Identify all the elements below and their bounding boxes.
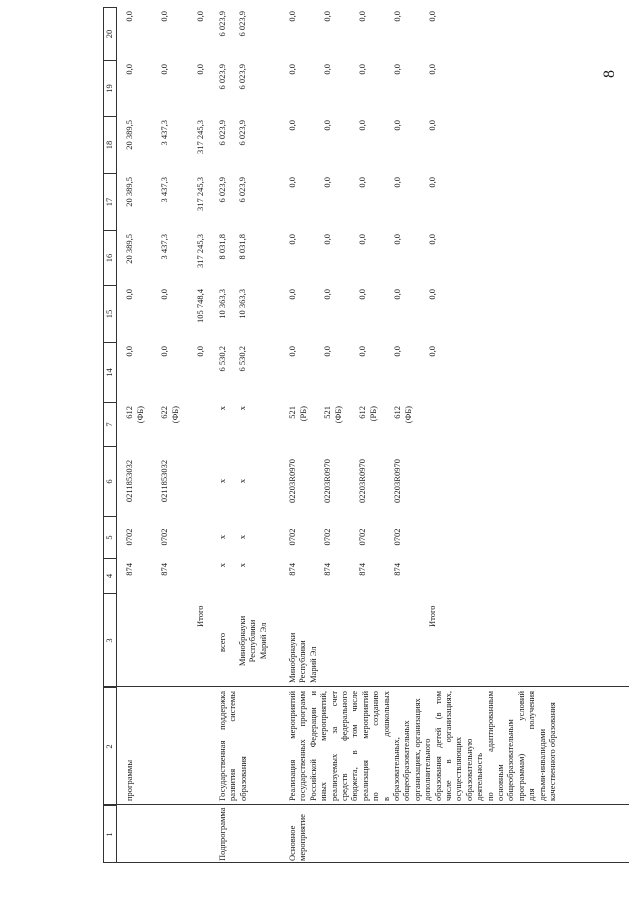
- cell-c16: 0,0: [427, 234, 437, 245]
- cell-c17: 0,0: [322, 177, 332, 188]
- cell-c7-source: (РБ): [298, 406, 308, 422]
- ministry-label: Республики: [297, 640, 308, 683]
- cell-c5: х: [237, 534, 247, 540]
- main-activity-line: программам) условий: [515, 691, 526, 801]
- cell-c7: 612: [357, 406, 367, 419]
- header-col-7: 7: [103, 402, 116, 446]
- main-activity-line: качественного образования: [547, 702, 557, 801]
- main-activity-line: средств федерального: [339, 691, 349, 801]
- cell-c7: 612: [392, 406, 402, 419]
- cell-c20: 0,0: [287, 11, 297, 22]
- cell-c4: 874: [287, 563, 297, 576]
- itogo-label: Итого: [195, 605, 205, 627]
- cell-c16: 3 437,3: [159, 234, 169, 260]
- cell-c17: 0,0: [427, 177, 437, 188]
- cell-c7-source: (ФБ): [333, 406, 343, 424]
- page-number: 8: [601, 70, 618, 78]
- main-activity-line: реализация мероприятий: [359, 691, 370, 801]
- main-activity-line: общеобразовательных: [401, 720, 412, 801]
- cell-c20: 0,0: [392, 11, 402, 22]
- cell-c19: 0,0: [124, 64, 134, 75]
- cell-c17: 317 245,3: [195, 177, 205, 211]
- cell-c6: 02203R0970: [392, 459, 402, 503]
- main-activity-line: числе в организациях,: [443, 691, 453, 801]
- cell-c5: 0702: [322, 528, 332, 546]
- cell-c16: 0,0: [357, 234, 367, 245]
- cell-c5: 0702: [357, 528, 367, 546]
- cell-c7: 622: [159, 406, 169, 419]
- cell-c6: 0211853032: [159, 459, 169, 503]
- cell-c5: 0702: [287, 528, 297, 546]
- cell-c4: 874: [357, 563, 367, 576]
- cell-c17: 6 023,9: [217, 177, 227, 203]
- cell-c16: 8 031,8: [237, 234, 247, 260]
- cell-c19: 0,0: [427, 64, 437, 75]
- cell-c15: 0,0: [357, 289, 367, 300]
- cell-c7: 521: [322, 406, 332, 419]
- main-activity-line: общеобразовательным: [505, 719, 516, 801]
- header-col-5: 5: [103, 516, 116, 558]
- main-activity-line: образовательных,: [391, 737, 401, 801]
- ministry-label: Республики: [247, 619, 258, 663]
- cell-c6: 02203R0970: [357, 459, 367, 503]
- header-col-1: 1: [103, 805, 116, 863]
- cell-c18: 0,0: [287, 120, 297, 131]
- cell-c15: 0,0: [124, 289, 134, 300]
- cell-c19: 0,0: [159, 64, 169, 75]
- cell-c18: 0,0: [392, 120, 402, 131]
- cell-c4: х: [217, 563, 227, 568]
- main-activity-line: в дошкольных: [380, 691, 391, 801]
- cell-c7: х: [237, 406, 247, 411]
- cell-c14: 0,0: [427, 346, 437, 357]
- main-activity-line: Российской Федерации и: [307, 691, 318, 801]
- cell-c19: 0,0: [357, 64, 367, 75]
- cell-c7: х: [217, 406, 227, 411]
- budget-table: [103, 7, 629, 863]
- cell-c19: 6 023,9: [237, 64, 247, 90]
- itogo-label: Итого: [427, 605, 437, 627]
- cell-c14: 0,0: [195, 346, 205, 357]
- cell-c16: 0,0: [392, 234, 402, 245]
- cell-c6: х: [237, 478, 247, 484]
- cell-c19: 6 023,9: [217, 64, 227, 90]
- cell-c7-source: (ФБ): [403, 406, 413, 424]
- program-label: программы: [124, 759, 134, 801]
- header-bottom-border: [116, 7, 117, 863]
- cell-c20: 6 023,9: [237, 11, 247, 37]
- cell-c15: 0,0: [159, 289, 169, 300]
- header-col-6: 6: [103, 446, 116, 516]
- cell-c7: 521: [287, 406, 297, 419]
- cell-c15: 10 363,3: [217, 289, 227, 319]
- cell-c17: 0,0: [392, 177, 402, 188]
- main-activity-type: мероприятие: [297, 814, 308, 861]
- cell-c19: 0,0: [287, 64, 297, 75]
- cell-c5: 0702: [124, 528, 134, 546]
- cell-c20: 0,0: [357, 11, 367, 22]
- cell-c17: 6 023,9: [237, 177, 247, 203]
- main-activity-line: дополнительного: [422, 738, 433, 801]
- header-col-4: 4: [103, 558, 116, 593]
- cell-c19: 0,0: [195, 64, 205, 75]
- cell-c15: 0,0: [287, 289, 297, 300]
- cell-c4: 874: [159, 563, 169, 576]
- cell-c14: 0,0: [124, 346, 134, 357]
- cell-c4: х: [237, 563, 247, 568]
- cell-c15: 0,0: [322, 289, 332, 300]
- main-activity-line: организациях, организациях: [411, 698, 422, 801]
- cell-c18: 6 023,9: [237, 120, 247, 146]
- header-col-18: 18: [103, 116, 116, 173]
- cell-c16: 0,0: [287, 234, 297, 245]
- subprogram-type: Подпрограмма: [217, 807, 227, 861]
- cell-c18: 0,0: [357, 120, 367, 131]
- subprogram-name-line: развития системы: [227, 691, 238, 801]
- ministry-label: Минобрнауки: [287, 632, 297, 683]
- subprogram-name-line: Государственная поддержка: [217, 691, 227, 801]
- header-col-14: 14: [103, 342, 116, 402]
- main-activity-line: деятельность: [474, 753, 485, 801]
- cell-c18: 6 023,9: [217, 120, 227, 146]
- cell-c14: 0,0: [392, 346, 402, 357]
- cell-c18: 0,0: [322, 120, 332, 131]
- cell-c4: 874: [392, 563, 402, 576]
- cell-c17: 0,0: [357, 177, 367, 188]
- cell-c17: 20 389,5: [124, 177, 134, 207]
- cell-c4: 874: [124, 563, 134, 576]
- cell-c18: 317 245,3: [195, 120, 205, 154]
- cell-c5: 0702: [159, 528, 169, 546]
- main-activity-line: осуществляющих: [453, 736, 464, 801]
- cell-c7-source: (РБ): [368, 406, 378, 422]
- main-activity-line: Реализация мероприятий: [287, 691, 297, 801]
- ministry-label: Марий Эл: [307, 646, 318, 683]
- main-activity-line: детьми-инвалидами: [536, 728, 547, 801]
- main-activity-line: основным: [495, 764, 505, 801]
- cell-c16: 20 389,5: [124, 234, 134, 264]
- main-activity-type: Основное: [287, 825, 297, 861]
- cell-c7-source: (ФБ): [135, 406, 145, 424]
- main-activity-line: образовательную: [463, 738, 474, 801]
- cell-c20: 0,0: [159, 11, 169, 22]
- cell-c4: 874: [322, 563, 332, 576]
- cell-c18: 20 389,5: [124, 120, 134, 150]
- cell-c14: 0,0: [322, 346, 332, 357]
- cell-c6: 02203R0970: [287, 459, 297, 503]
- cell-c15: 10 363,3: [237, 289, 247, 319]
- main-activity-line: образования детей (в том: [432, 691, 443, 801]
- cell-c7-source: (ФБ): [170, 406, 180, 424]
- header-col-19: 19: [103, 60, 116, 116]
- cell-c7: 612: [124, 406, 134, 419]
- main-activity-line: бюджета, в том числе: [349, 691, 360, 801]
- ministry-label: Минобрнауки: [237, 615, 247, 667]
- cell-c14: 6 530,2: [217, 346, 227, 372]
- col-border-2: [103, 686, 629, 687]
- cell-c14: 0,0: [159, 346, 169, 357]
- ministry-label: Марий Эл: [257, 622, 268, 660]
- cell-c20: 0,0: [427, 11, 437, 22]
- main-activity-line: государственных программ: [297, 691, 308, 801]
- header-col-2: 2: [103, 687, 116, 805]
- vsego-label: всего: [217, 632, 227, 652]
- cell-c6: х: [217, 478, 227, 484]
- col-border-1: [103, 804, 629, 805]
- header-col-15: 15: [103, 285, 116, 342]
- cell-c19: 0,0: [322, 64, 332, 75]
- header-col-16: 16: [103, 230, 116, 285]
- main-activity-line: иных мероприятий,: [318, 691, 329, 801]
- header-col-3: 3: [103, 593, 116, 687]
- cell-c20: 0,0: [195, 11, 205, 22]
- cell-c17: 3 437,3: [159, 177, 169, 203]
- cell-c18: 0,0: [427, 120, 437, 131]
- cell-c15: 105 748,4: [195, 289, 205, 323]
- cell-c6: 0211853032: [124, 459, 134, 503]
- cell-c20: 6 023,9: [217, 11, 227, 37]
- main-activity-line: реализуемых за счет: [328, 691, 339, 801]
- main-activity-line: по адаптированным: [484, 691, 495, 801]
- cell-c19: 0,0: [392, 64, 402, 75]
- cell-c20: 0,0: [322, 11, 332, 22]
- col-border-left: [103, 862, 629, 863]
- cell-c14: 6 530,2: [237, 346, 247, 372]
- cell-c6: 02203R0970: [322, 459, 332, 503]
- header-col-20: 20: [103, 7, 116, 60]
- cell-c18: 3 437,3: [159, 120, 169, 146]
- cell-c15: 0,0: [427, 289, 437, 300]
- cell-c17: 0,0: [287, 177, 297, 188]
- cell-c16: 0,0: [322, 234, 332, 245]
- header-col-17: 17: [103, 173, 116, 230]
- main-activity-line: для получения: [526, 691, 537, 801]
- cell-c5: 0702: [392, 528, 402, 546]
- cell-c14: 0,0: [357, 346, 367, 357]
- cell-c5: х: [217, 534, 227, 540]
- cell-c20: 0,0: [124, 11, 134, 22]
- cell-c14: 0,0: [287, 346, 297, 357]
- main-activity-line: по созданию: [370, 691, 381, 801]
- subprogram-name-line: образования: [237, 756, 248, 801]
- cell-c15: 0,0: [392, 289, 402, 300]
- cell-c16: 8 031,8: [217, 234, 227, 260]
- cell-c16: 317 245,3: [195, 234, 205, 268]
